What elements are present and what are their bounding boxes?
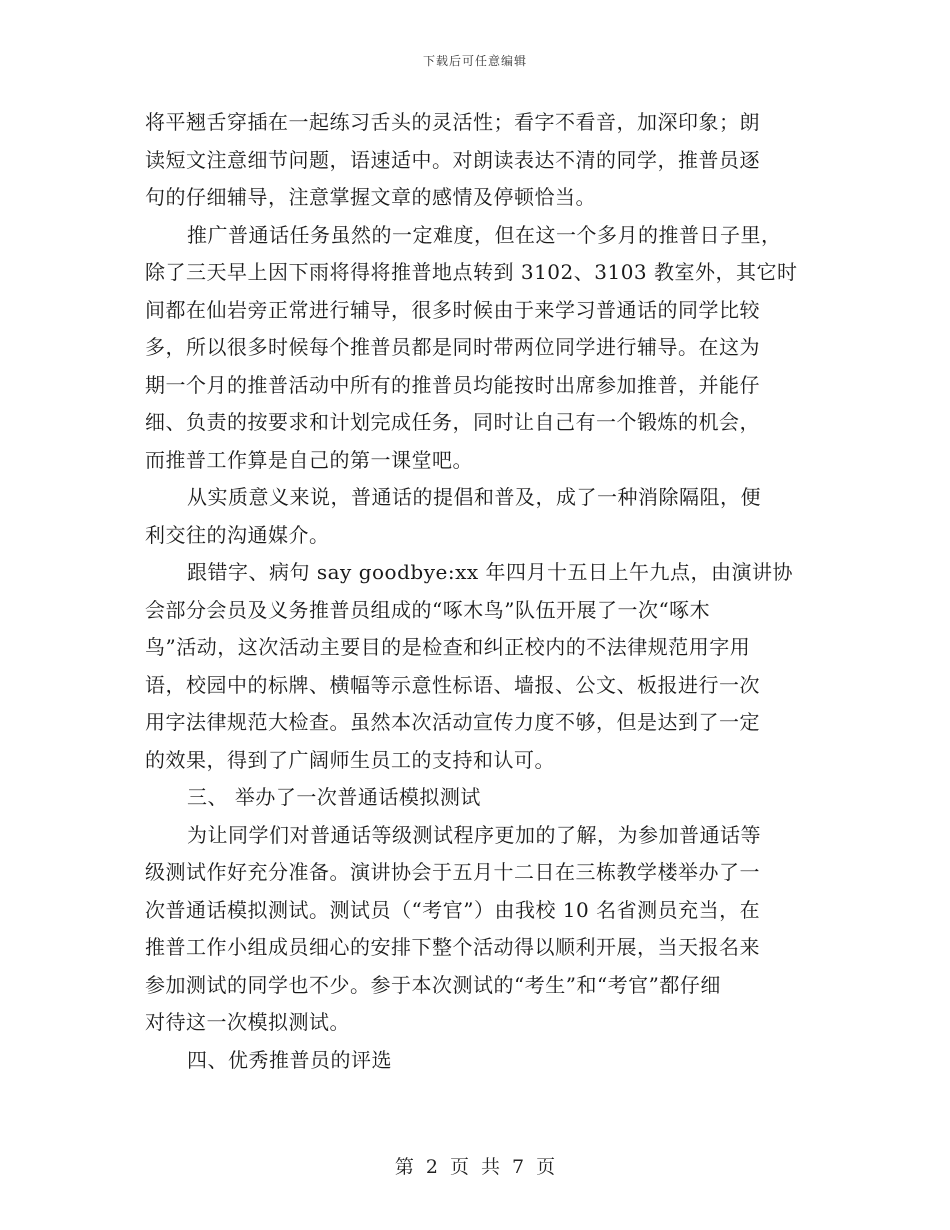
document-body: [145, 104, 805, 1079]
text-line: 除了三天早上因下雨将得将推普地点转到 3102、3103 教室外，其它时: [145, 260, 798, 284]
text-line: 参加测试的同学也不少。参于本次测试的“考生”和“考官”都仔细: [145, 972, 721, 997]
text-line: 会部分会员及义务推普员组成的“啄木鸟”队伍开展了一次“啄木: [145, 597, 711, 622]
text-line: 鸟”活动，这次活动主要目的是检查和纠正校内的不法律规范用字用: [145, 635, 751, 659]
text-line: 多，所以很多时候每个推普员都是同时带两位同学进行辅导。在这为: [145, 335, 760, 359]
text-line: 推普工作小组成员细心的安排下整个活动得以顺利开展，当天报名来: [145, 935, 760, 959]
text-line: 的效果，得到了广阔师生员工的支持和认可。: [145, 747, 555, 772]
page-number-footer: 第 2 页 共 7 页: [394, 1156, 556, 1178]
text-line: 间都在仙岩旁正常进行辅导，很多时候由于来学习普通话的同学比较: [145, 297, 760, 322]
text-line: 读短文注意细节问题，语速适中。对朗读表达不清的同学，推普员逐: [145, 147, 760, 172]
page-header-note: 下载后可任意编辑: [422, 54, 527, 68]
text-line: 期一个月的推普活动中所有的推普员均能按时出席参加推普，并能仔: [145, 372, 760, 397]
text-line: 级测试作好充分准备。演讲协会于五月十二日在三栋教学楼举办了一: [145, 860, 760, 884]
section-heading: 三、 举办了一次普通话模拟测试: [187, 785, 481, 809]
text-line: 对待这一次模拟测试。: [145, 1010, 350, 1034]
paragraph-start-line: 跟错字、病句 say goodbye:xx 年四月十五日上午九点，由演讲协: [187, 560, 793, 584]
paragraph-start-line: 为让同学们对普通话等级测试程序更加的了解，为参加普通话等: [187, 822, 761, 847]
text-line: 次普通话模拟测试。测试员（“考官”）由我校 10 名省测员充当，在: [145, 897, 761, 922]
text-line: 将平翘舌穿插在一起练习舌头的灵活性；看字不看音，加深印象；朗: [145, 110, 760, 134]
paragraph-start-line: 从实质意义来说，普通话的提倡和普及，成了一种消除隔阻，便: [187, 485, 761, 509]
section-heading: 四、优秀推普员的评选: [187, 1047, 392, 1072]
text-line: 语，校园中的标牌、横幅等示意性标语、墙报、公文、板报进行一次: [145, 672, 760, 697]
text-line: 而推普工作算是自己的第一课堂吧。: [145, 447, 473, 472]
text-line: 用字法律规范大检查。虽然本次活动宣传力度不够，但是达到了一定: [145, 710, 760, 734]
text-line: 利交往的沟通媒介。: [145, 522, 330, 547]
paragraph-start-line: 推广普通话任务虽然的一定难度，但在这一个多月的推普日子里，: [187, 222, 782, 247]
text-line: 细、负责的按要求和计划完成任务，同时让自己有一个锻炼的机会，: [145, 410, 760, 434]
text-line: 句的仔细辅导，注意掌握文章的感情及停顿恰当。: [145, 185, 596, 209]
